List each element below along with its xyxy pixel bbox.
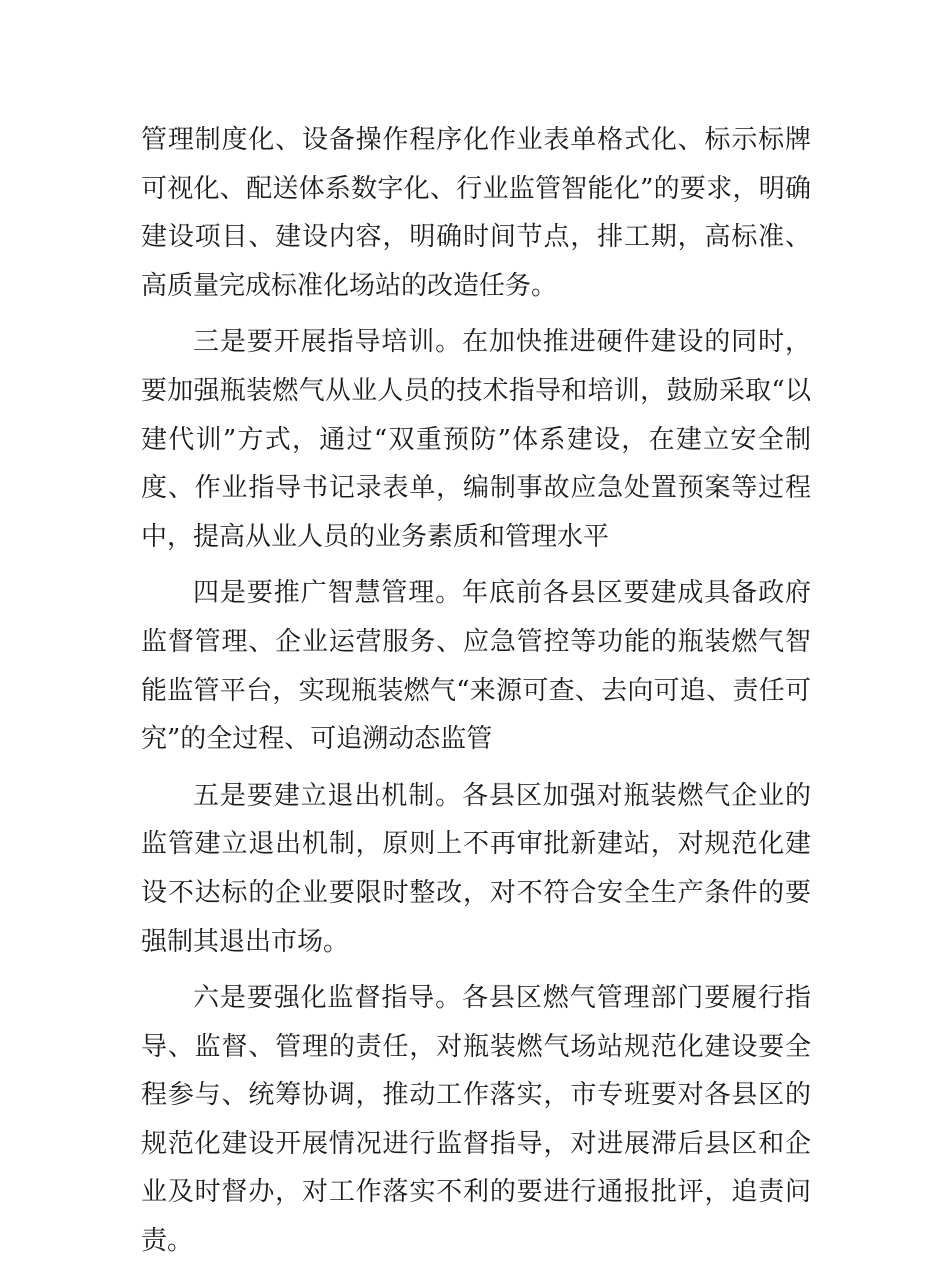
paragraph-training: 三是要开展指导培训。在加快推进硬件建设的同时，要加强瓶装燃气从业人员的技术指导和培训，鼓励采取“以建代训”方式，通过“双重预防”体系建设，在建立安全制度、作业指导书记录表单，编制事故应急处置预案等过程中，提高从业人员的业务素质和管理水平 <box>141 327 811 552</box>
paragraph-continuation: 管理制度化、设备操作程序化作业表单格式化、标示标牌可视化、配送体系数字化、行业监管智能化”的要求，明确建设项目、建设内容，明确时间节点，排工期，高标准、高质量完成标准化场站的改造任务。 <box>141 125 811 301</box>
document-body <box>141 116 811 1274</box>
paragraph-exit-mechanism: 五是要建立退出机制。各县区加强对瓶装燃气企业的监管建立退出机制，原则上不再审批新建站，对规范化建设不达标的企业要限时整改，对不符合安全生产条件的要强制其退出市场。 <box>141 780 811 957</box>
paragraph-supervision: 六是要强化监督指导。各县区燃气管理部门要履行指导、监督、管理的责任，对瓶装燃气场站规范化建设要全程参与、统筹协调，推动工作落实，市专班要对各县区的规范化建设开展情况进行监督指导，对进展滞后县区和企业及时督办，对工作落实不利的要进行通报批评，追责问责。 <box>141 983 811 1257</box>
paragraph-smart-management: 四是要推广智慧管理。年底前各县区要建成具备政府监督管理、企业运营服务、应急管控等功能的瓶装燃气智能监管平台，实现瓶装燃气“来源可查、去向可追、责任可究”的全过程、可追溯动态监管 <box>141 578 811 755</box>
